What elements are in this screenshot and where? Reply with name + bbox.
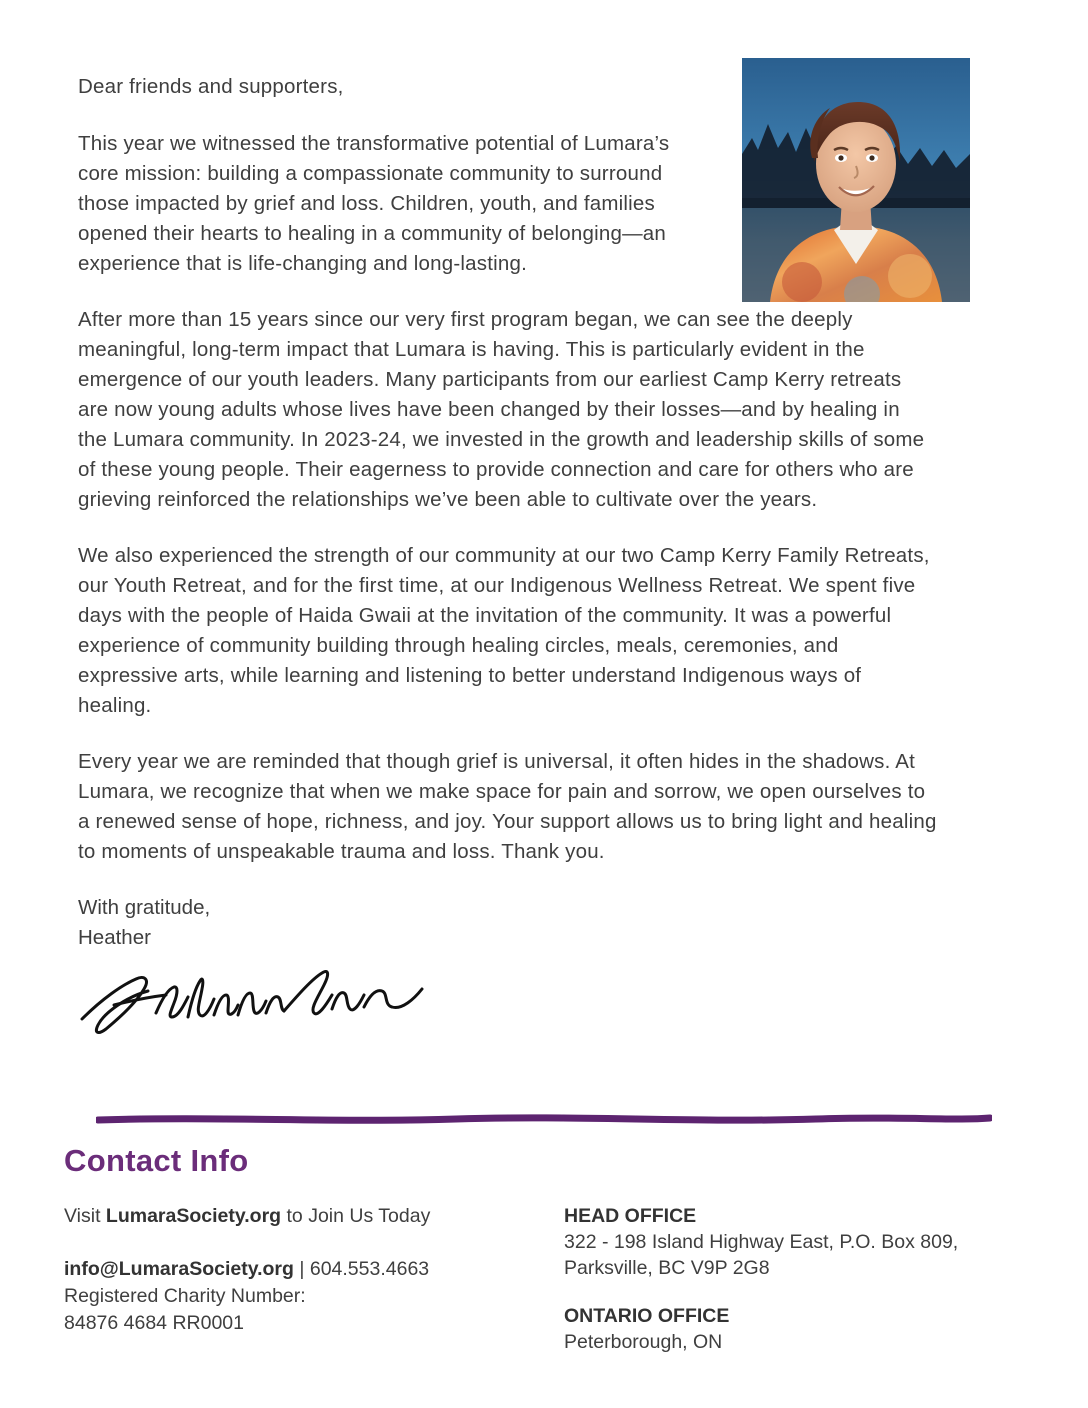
visit-line: [64, 1203, 564, 1230]
paragraph-2: After more than 15 years since our very first program began, we can see the deeply meaningful, long-term impact that Lumara is having. This is particularly evident in the emergence of our youth leaders. Many participants from our earliest Camp Kerry retreats are now young adults whose lives have been changed by their losses—and by healing in the Lumara community. In 2023-24, we invested in the growth and leadership skills of some of these young people. Their eagerness to provide connection and care for others who are grieving reinforced the relationships we’ve been able to cultivate over the years.: [78, 308, 925, 511]
contact-right-column: [564, 1203, 1004, 1355]
contact-columns: [64, 1203, 1024, 1355]
closing-line-2: Heather: [78, 926, 151, 949]
charity-label: Registered Charity Number:: [64, 1285, 306, 1307]
head-office-block: [564, 1205, 1004, 1281]
contact-title: Contact Info: [64, 1143, 249, 1178]
paragraph-3: We also experienced the strength of our community at our two Camp Kerry Family Retreats, our Youth Retreat, and for the first time, at our Indigenous Wellness Retreat. We spent five days with the people of Haida Gwaii at the invitation of the community. It was a powerful experience of community building through healing circles, meals, ceremonies, and expressive arts, while learning and listening to better understand Indigenous ways of healing.: [78, 544, 930, 717]
paragraph-1: This year we witnessed the transformative potential of Lumara’s core mission: building a compassionate community to surround those impacted by grief and loss. Children, youth, and families opened their hearts to healing in a community of belonging—an experience that is life-changing and long-lasting.: [78, 132, 670, 275]
handwritten-signature: [70, 955, 430, 1045]
head-office-line-2: Parksville, BC V9P 2G8: [564, 1257, 770, 1279]
website-link[interactable]: LumaraSociety.org: [105, 1205, 282, 1227]
head-office-heading: HEAD OFFICE: [564, 1205, 697, 1227]
charity-number: 84876 4684 RR0001: [64, 1312, 244, 1334]
email-phone-separator: |: [293, 1258, 310, 1280]
section-divider: [96, 1114, 992, 1124]
ontario-office-line-1: Peterborough, ON: [564, 1331, 723, 1353]
ontario-office-block: [564, 1305, 1004, 1355]
contact-section: [64, 1143, 1024, 1355]
phone-number[interactable]: 604.553.4663: [309, 1258, 430, 1280]
paragraph-4: Every year we are reminded that though grief is universal, it often hides in the shadows. At Lumara, we recognize that when we make space for pain and sorrow, we open ourselves to a renewed sense of hope, richness, and joy. Your support allows us to bring light and healing to moments of unspeakable trauma and loss. Thank you.: [78, 750, 937, 863]
email-link[interactable]: info@LumaraSociety.org: [64, 1258, 294, 1280]
head-office-line-1: 322 - 198 Island Highway East, P.O. Box 809,: [564, 1231, 959, 1253]
letter-body: [78, 72, 940, 953]
visit-suffix: to Join Us Today: [281, 1205, 431, 1227]
visit-prefix: Visit: [64, 1205, 106, 1227]
email-phone-line: [64, 1256, 564, 1283]
contact-left-column: [64, 1203, 564, 1337]
ontario-office-heading: ONTARIO OFFICE: [564, 1305, 730, 1327]
salutation: Dear friends and supporters,: [78, 75, 344, 98]
closing-line-1: With gratitude,: [78, 896, 211, 919]
